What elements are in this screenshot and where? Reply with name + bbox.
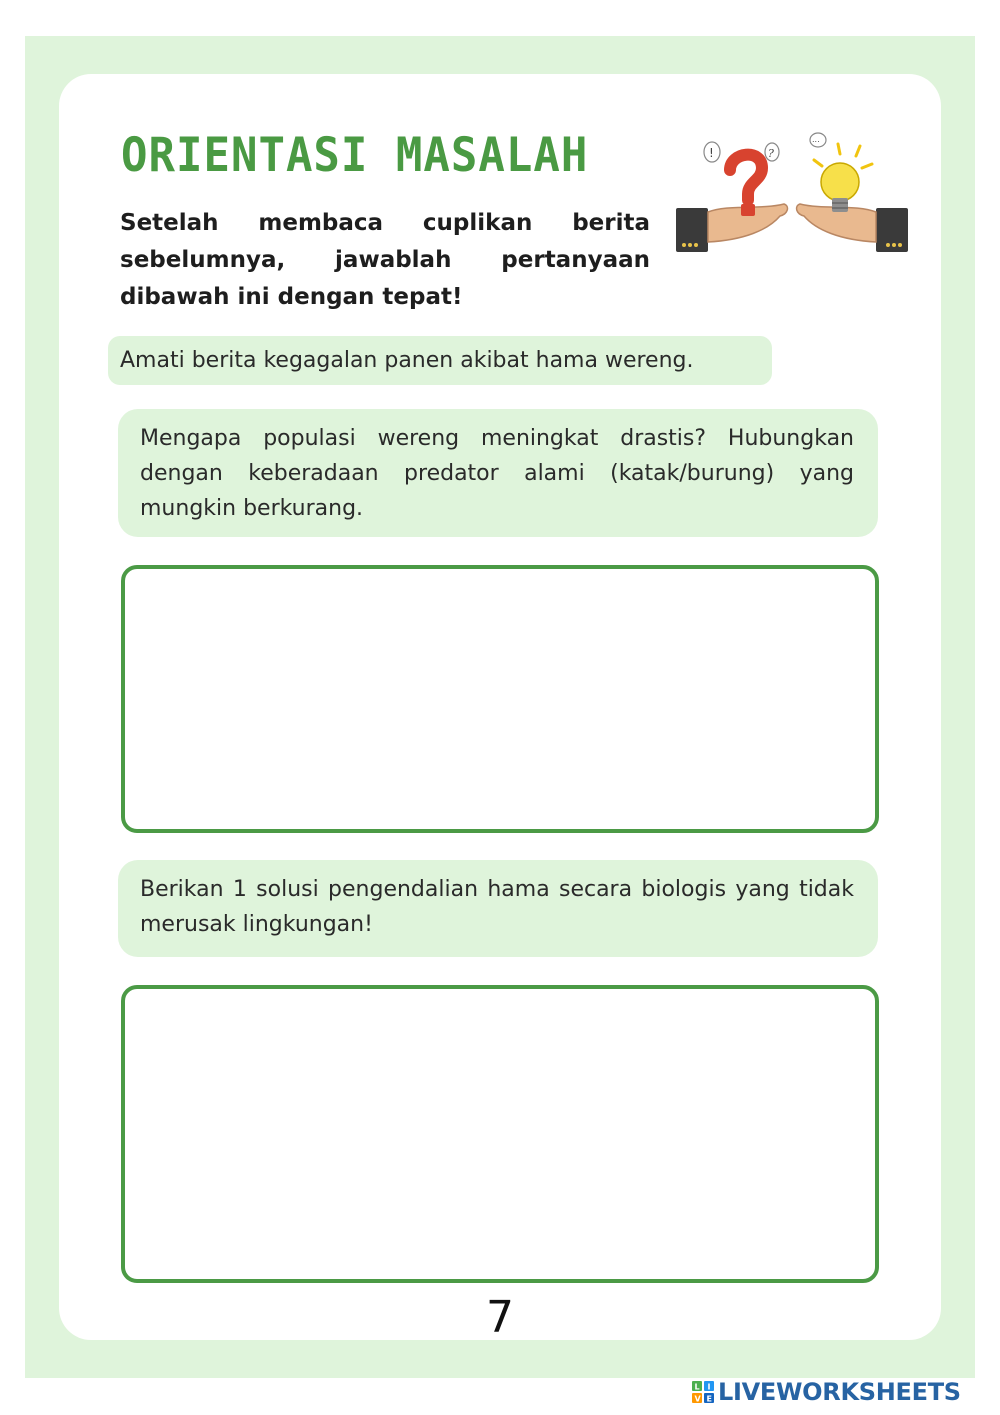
question-1: Mengapa populasi wereng meningkat drastis? Hubungkan dengan keberadaan predator alami (katak/burung) yang mungkin berkurang. (118, 409, 878, 537)
question-mark-small: ? (768, 147, 774, 160)
intro-text: Setelah membaca cuplikan berita sebelumnya, jawablah pertanyaan dibawah ini dengan tepat! (120, 210, 650, 310)
logo-letter-v: V (694, 1394, 701, 1403)
logo-letter-e: E (706, 1394, 712, 1403)
question-and-idea-hands-icon (672, 130, 912, 260)
exclaim-mark: ! (709, 146, 714, 160)
brand-text: LIVEWORKSHEETS (718, 1378, 961, 1406)
logo-letter-l: L (694, 1382, 700, 1392)
liveworksheets-brand[interactable] (692, 1377, 961, 1407)
answer-box-1[interactable] (121, 565, 879, 833)
ellipsis-mark: ... (812, 135, 820, 144)
liveworksheets-logo-icon (692, 1381, 714, 1403)
page-title: ORIENTASI MASALAH (121, 128, 589, 184)
page-number: 7 (486, 1292, 514, 1343)
instruction-banner: Amati berita kegagalan panen akibat hama wereng. (108, 336, 772, 385)
answer-box-2[interactable] (121, 985, 879, 1283)
question-2: Berikan 1 solusi pengendalian hama secara biologis yang tidak merusak lingkungan! (118, 860, 878, 957)
logo-letter-i: I (707, 1382, 711, 1392)
